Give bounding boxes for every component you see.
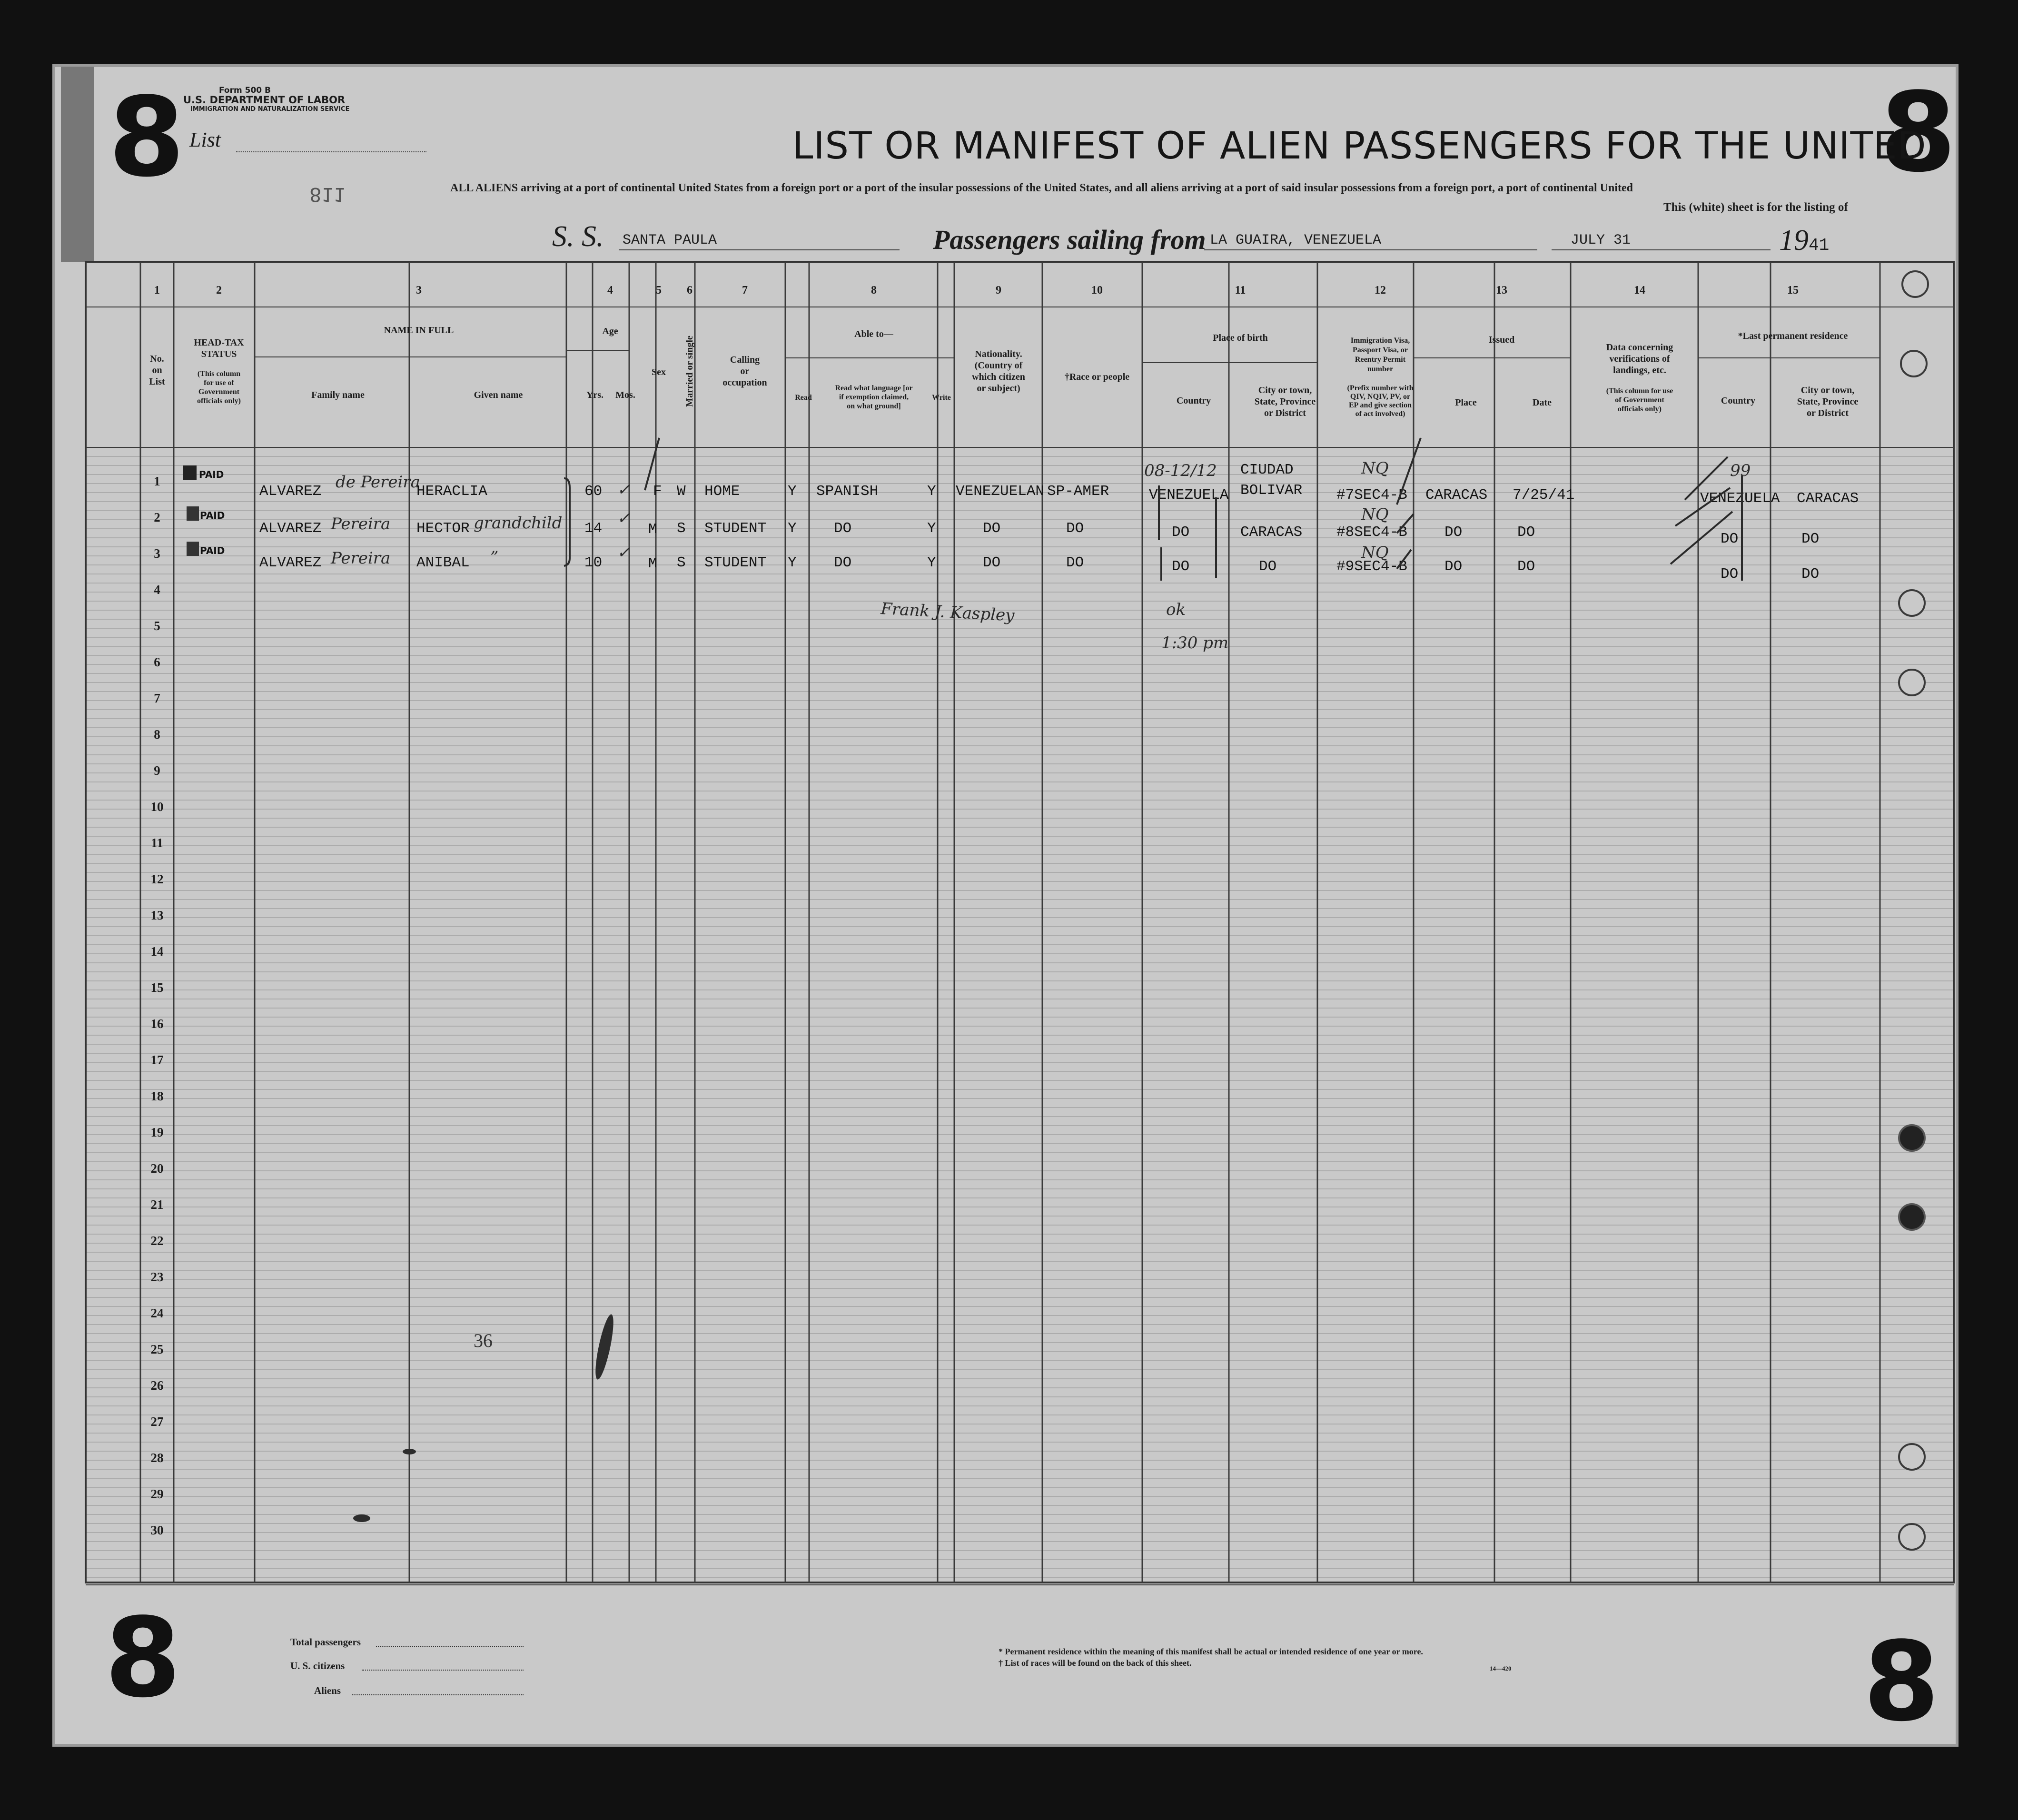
given-name: HECTOR — [416, 520, 470, 537]
issued-date: DO — [1517, 558, 1535, 575]
aliens-label: Aliens — [314, 1685, 341, 1696]
department-name: U.S. DEPARTMENT OF LABOR — [183, 94, 346, 106]
instructions-line-2: This (white) sheet is for the listing of — [1663, 201, 1848, 214]
row-number: 20 — [150, 1161, 164, 1176]
service-name: IMMIGRATION AND NATURALIZATION SERVICE — [190, 106, 350, 113]
sex: M — [648, 521, 657, 538]
paid-stamp-mark — [187, 542, 199, 556]
sheet-number-bottom-right: 8 — [1863, 1619, 1940, 1746]
row-numbers — [151, 474, 164, 1537]
hdr-verif-2: verifications of — [1609, 354, 1670, 364]
binder-hole — [1898, 669, 1926, 696]
hdr-visa-note-4: of act involved) — [1355, 410, 1405, 418]
head-tax-status: PAID — [200, 510, 225, 521]
row-number: 16 — [150, 1017, 164, 1031]
col-num-6: 6 — [687, 284, 692, 297]
row-number: 25 — [150, 1342, 164, 1356]
hdr-nationality-2: (Country of — [974, 360, 1023, 371]
can-read: Y — [788, 520, 797, 537]
birth-country: DO — [1172, 558, 1190, 575]
can-write: Y — [927, 554, 936, 571]
hdr-read: Read — [795, 394, 812, 402]
nationality: VENEZUELAN — [956, 483, 1045, 500]
residence-country: DO — [1721, 531, 1739, 547]
total-passengers-label: Total passengers — [290, 1636, 361, 1648]
binder-hole — [1900, 350, 1928, 377]
hdr-verif-3: landings, etc. — [1613, 365, 1666, 376]
hdr-calling-2: or — [740, 366, 750, 376]
row-number: 2 — [154, 510, 160, 524]
visa-number: #8SEC4-B — [1336, 524, 1407, 541]
visa-number: #9SEC4-B — [1336, 558, 1407, 575]
stamp-number: 811 — [309, 183, 346, 205]
hdr-name-in-full: NAME IN FULL — [384, 325, 454, 336]
row-number: 24 — [150, 1306, 164, 1320]
age-years: 10 — [584, 554, 603, 571]
hdr-verif-1: Data concerning — [1606, 342, 1673, 353]
marital-status: W — [677, 483, 686, 500]
col-num-2: 2 — [216, 284, 222, 297]
hdr-calling-1: Calling — [730, 355, 760, 365]
hdr-issued-place: Place — [1455, 397, 1477, 408]
row-number: 12 — [150, 872, 164, 886]
birth-country: VENEZUELA — [1149, 487, 1229, 504]
residence-city: CARACAS — [1797, 490, 1859, 507]
hdr-family-name: Family name — [311, 390, 365, 400]
col-num-5: 5 — [656, 284, 662, 297]
column-headers — [149, 325, 1858, 418]
can-write: Y — [927, 520, 936, 537]
nationality: DO — [983, 520, 1001, 537]
birth-city-line-1: CIUDAD — [1240, 462, 1294, 478]
col-num-14: 14 — [1634, 284, 1645, 297]
passenger-row-2 — [187, 505, 1819, 547]
hdr-race: †Race or people — [1064, 372, 1130, 382]
birth-city: CARACAS — [1240, 524, 1303, 541]
sheet-number-top-left: 8 — [109, 74, 185, 201]
issued-date: 7/25/41 — [1513, 487, 1575, 504]
checkmark-stroke — [645, 438, 659, 490]
row-number: 28 — [150, 1451, 164, 1465]
binder-hole — [1898, 1124, 1926, 1152]
us-citizens-line — [362, 1670, 524, 1671]
hdr-read-what-3: on what ground] — [847, 402, 901, 410]
visa-handwritten: NQ — [1361, 459, 1389, 478]
age-months: ✓ — [617, 509, 631, 528]
row-number: 30 — [150, 1523, 164, 1537]
birth-city: DO — [1259, 558, 1277, 575]
row-number: 23 — [150, 1270, 164, 1284]
row-number: 7 — [154, 691, 160, 705]
smudge-mark — [592, 1313, 617, 1381]
port-name: LA GUAIRA, VENEZUELA — [1210, 232, 1382, 248]
residence-country: VENEZUELA — [1700, 490, 1780, 507]
hdr-visa-note-2: QIV, NQIV, PV, or — [1350, 393, 1411, 401]
hdr-no-1: No. — [150, 354, 164, 364]
birth-country: DO — [1172, 524, 1190, 541]
row-rules — [86, 262, 1954, 1583]
row-number: 15 — [150, 980, 164, 995]
col-num-15: 15 — [1787, 284, 1799, 297]
issued-place: DO — [1444, 524, 1463, 541]
column-numbers — [154, 284, 1799, 297]
age-months: ✓ — [617, 543, 631, 562]
smudge-mark — [353, 1514, 370, 1522]
col-num-12: 12 — [1375, 284, 1386, 297]
hdr-headtax-note-4: officials only) — [197, 397, 241, 405]
hdr-read-what-2: if exemption claimed, — [839, 393, 909, 401]
column-rules — [140, 262, 1880, 1583]
paid-stamp-mark — [187, 506, 199, 521]
hdr-headtax-note-2: for use of — [204, 379, 234, 387]
page-count: 36 — [474, 1330, 493, 1351]
footnote-residence: * Permanent residence within the meaning of this manifest shall be actual or intended residence of one year or more. — [999, 1647, 1423, 1656]
binder-hole — [1898, 1443, 1926, 1471]
issued-date: DO — [1517, 524, 1535, 541]
hdr-headtax-2: STATUS — [201, 349, 237, 359]
language: SPANISH — [816, 483, 879, 500]
manifest-title: LIST OR MANIFEST OF ALIEN PASSENGERS FOR THE UNITED — [792, 125, 1927, 168]
inspection-time: 1:30 pm — [1161, 633, 1229, 653]
ss-label: S. S. — [552, 220, 604, 253]
hdr-headtax-1: HEAD-TAX — [194, 337, 244, 348]
inspection-note: ok — [1166, 600, 1186, 619]
can-write: Y — [927, 483, 936, 500]
given-name: HERACLIA — [416, 483, 487, 500]
race: DO — [1066, 554, 1084, 571]
residence-country: DO — [1721, 566, 1739, 583]
hdr-issued: Issued — [1488, 335, 1515, 345]
ship-name: SANTA PAULA — [623, 232, 717, 248]
occupation: HOME — [704, 483, 740, 500]
row-number: 21 — [150, 1197, 164, 1212]
residence-handwritten: 99 — [1730, 461, 1751, 480]
list-label: List — [189, 128, 221, 151]
row-number: 17 — [150, 1053, 164, 1067]
given-name: ANIBAL — [416, 554, 470, 571]
sailing-from-label: Passengers sailing from — [933, 224, 1206, 255]
hdr-issued-date: Date — [1533, 397, 1552, 408]
hdr-nationality-4: or subject) — [977, 383, 1020, 394]
total-passengers-line — [376, 1646, 524, 1647]
inspector-signature: Frank J. Kaspley — [880, 599, 1015, 625]
sailing-date: JULY 31 — [1571, 232, 1631, 248]
row-number: 6 — [154, 655, 160, 669]
row-number: 29 — [150, 1487, 164, 1501]
row-number: 9 — [154, 763, 160, 778]
visa-number: #7SEC4-B — [1336, 487, 1407, 504]
col-num-13: 13 — [1496, 284, 1507, 297]
col-num-1: 1 — [154, 284, 160, 297]
hdr-birth-city-3: or District — [1264, 408, 1306, 418]
hdr-res-country: Country — [1721, 396, 1756, 406]
smudge-mark — [403, 1449, 416, 1454]
age-years: 14 — [584, 520, 603, 537]
family-name-handwritten: de Pereira — [336, 473, 420, 492]
age-years: 60 — [584, 483, 603, 500]
sheet-number-bottom-left: 8 — [105, 1595, 181, 1722]
row-number: 3 — [154, 546, 160, 561]
hdr-res-city-3: or District — [1807, 408, 1849, 418]
col-num-3: 3 — [416, 284, 422, 297]
visa-handwritten: NQ — [1361, 505, 1389, 524]
binder-hole — [1898, 589, 1926, 617]
hdr-birth-city-1: City or town, — [1258, 385, 1312, 396]
row-number: 5 — [154, 619, 160, 633]
form-number: Form 500 B — [219, 86, 271, 95]
col-num-11: 11 — [1235, 284, 1246, 297]
hdr-place-of-birth: Place of birth — [1213, 333, 1268, 343]
hdr-mos: Mos. — [615, 390, 635, 400]
row-number: 13 — [150, 908, 164, 922]
hdr-visa-4: number — [1367, 365, 1394, 373]
hdr-given-name: Given name — [474, 390, 523, 400]
binder-hole — [1898, 1203, 1926, 1231]
can-read: Y — [788, 554, 797, 571]
instructions-line-1: ALL ALIENS arriving at a port of continental United States from a foreign port or a port of the insular possessions of the United States, and all aliens arriving at a port of said insular possessions from a foreign port, a port of continental United — [450, 182, 1633, 194]
row-number: 19 — [150, 1125, 164, 1139]
issued-place: DO — [1444, 558, 1463, 575]
occupation: STUDENT — [704, 554, 767, 571]
passenger-row-1 — [183, 459, 1859, 507]
col-num-7: 7 — [742, 284, 748, 297]
visa-handwritten: NQ — [1361, 543, 1389, 562]
col-num-4: 4 — [607, 284, 613, 297]
hdr-birth-country: Country — [1176, 396, 1211, 406]
footnote-races: † List of races will be found on the back of this sheet. — [999, 1658, 1192, 1668]
hdr-visa-note-3: EP and give section — [1348, 401, 1412, 409]
hdr-birth-city-2: State, Province — [1254, 396, 1316, 407]
sex: F — [653, 483, 662, 500]
sheet-number-top-right: 8 — [1880, 69, 1957, 197]
hdr-write: Write — [932, 394, 951, 402]
issued-place: CARACAS — [1425, 487, 1488, 504]
race: DO — [1066, 520, 1084, 537]
row-number: 26 — [150, 1378, 164, 1393]
col-num-8: 8 — [871, 284, 877, 297]
family-name-handwritten: Pereira — [331, 514, 391, 534]
family-name: ALVAREZ — [259, 520, 322, 537]
year-prefix: 19 — [1779, 224, 1809, 257]
print-code: 14—420 — [1490, 1665, 1512, 1672]
col-num-10: 10 — [1091, 284, 1103, 297]
row-number: 18 — [150, 1089, 164, 1103]
hdr-no-3: List — [149, 376, 165, 387]
sex: M — [648, 555, 657, 572]
hdr-res-city-2: State, Province — [1797, 396, 1859, 407]
row-number: 11 — [151, 836, 163, 850]
hdr-visa-note-1: (Prefix number with — [1347, 384, 1414, 392]
head-tax-status: PAID — [199, 469, 224, 480]
family-name: ALVAREZ — [259, 483, 322, 500]
language: DO — [834, 554, 852, 571]
us-citizens-label: U. S. citizens — [290, 1660, 345, 1672]
hdr-visa-2: Passport Visa, or — [1353, 346, 1408, 354]
hdr-headtax-note-1: (This column — [197, 370, 241, 378]
hdr-verif-note-1: (This column for use — [1606, 387, 1673, 395]
hdr-calling-3: occupation — [722, 377, 767, 388]
hdr-headtax-note-3: Government — [198, 388, 240, 396]
residence-city: DO — [1801, 531, 1820, 547]
language: DO — [834, 520, 852, 537]
row-number: 27 — [150, 1414, 164, 1429]
nationality: DO — [983, 554, 1001, 571]
binder-hole — [1901, 270, 1929, 298]
marital-status: S — [677, 554, 686, 571]
binder-hole — [1898, 1523, 1926, 1551]
birth-date-note: 08-12/12 — [1144, 461, 1217, 480]
hdr-sex: Sex — [652, 367, 666, 377]
hdr-married: Married or single — [684, 336, 695, 407]
row-number: 4 — [154, 583, 160, 597]
row-number: 14 — [150, 944, 164, 959]
can-read: Y — [788, 483, 797, 500]
row-number: 22 — [150, 1234, 164, 1248]
birth-city-line-2: BOLIVAR — [1240, 482, 1303, 499]
hdr-yrs: Yrs. — [586, 390, 604, 400]
residence-city: DO — [1801, 566, 1820, 583]
hdr-nationality-3: which citizen — [972, 372, 1025, 382]
age-months: ✓ — [617, 480, 631, 499]
given-name-handwritten: grandchild — [474, 514, 563, 533]
row-number: 1 — [154, 474, 160, 488]
hdr-able-to: Able to— — [854, 329, 893, 339]
hdr-verif-note-2: of Government — [1615, 396, 1664, 404]
hdr-no-2: on — [152, 365, 162, 376]
table-frame — [86, 262, 1954, 1583]
passenger-row-3 — [187, 542, 1819, 583]
family-name-handwritten: Pereira — [331, 549, 391, 568]
head-tax-status: PAID — [200, 545, 225, 556]
hdr-nationality-1: Nationality. — [975, 349, 1022, 359]
family-name: ALVAREZ — [259, 554, 322, 571]
hdr-read-what-1: Read what language [or — [835, 384, 913, 392]
occupation: STUDENT — [704, 520, 767, 537]
year-suffix: 41 — [1809, 236, 1830, 255]
hdr-last-residence: *Last permanent residence — [1738, 331, 1848, 341]
aliens-line — [352, 1694, 524, 1695]
hdr-res-city-1: City or town, — [1800, 385, 1855, 396]
row-number: 8 — [154, 727, 160, 742]
hdr-visa-3: Reentry Permit — [1355, 356, 1406, 364]
given-name-handwritten: ” — [490, 548, 499, 567]
marital-status: S — [677, 520, 686, 537]
row-number: 10 — [150, 800, 164, 814]
hdr-verif-note-3: officials only) — [1618, 405, 1662, 413]
col-num-9: 9 — [996, 284, 1001, 297]
race: SP-AMER — [1047, 483, 1109, 500]
hdr-age: Age — [602, 326, 618, 336]
hdr-visa-1: Immigration Visa, — [1350, 336, 1410, 345]
paid-stamp-mark — [183, 465, 197, 480]
